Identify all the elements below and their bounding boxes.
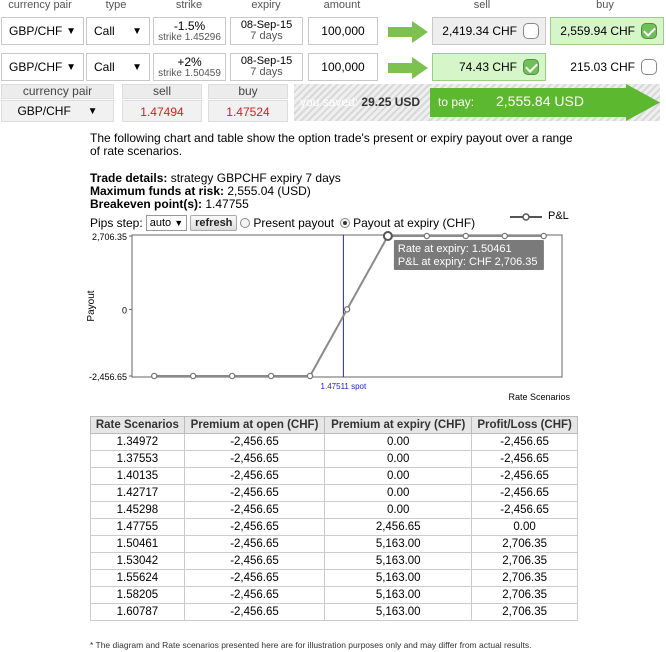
row1-buy-checkbox[interactable] bbox=[641, 23, 657, 39]
table-cell: -2,456.65 bbox=[472, 451, 578, 468]
row2-type-select[interactable] bbox=[86, 53, 150, 81]
header-type: type bbox=[105, 0, 127, 11]
summary-pair-label: currency pair bbox=[1, 84, 114, 99]
table-cell: 2,706.35 bbox=[472, 553, 578, 570]
table-row bbox=[91, 604, 578, 621]
col-premium-expiry: Premium at expiry (CHF) bbox=[325, 417, 472, 434]
funds-at-risk-value: 2,555.04 (USD) bbox=[227, 184, 311, 198]
summary-buy-rate: 1.47524 bbox=[208, 100, 288, 122]
breakeven-label: Breakeven point(s): bbox=[90, 197, 203, 211]
row2-strike-value: strike 1.50459 bbox=[158, 68, 221, 79]
trade-details-value: strategy GBPCHF expiry 7 days bbox=[170, 171, 341, 185]
table-cell: 5,163.00 bbox=[325, 604, 472, 621]
table-row bbox=[91, 519, 578, 536]
table-cell: -2,456.65 bbox=[472, 485, 578, 502]
payout-chart bbox=[80, 228, 580, 413]
data-point bbox=[307, 373, 312, 378]
chevron-down-icon: ▼ bbox=[132, 61, 142, 73]
y-tick-label: -2,456.65 bbox=[88, 372, 127, 382]
scenario-table bbox=[90, 416, 578, 621]
table-cell: 1.55624 bbox=[91, 570, 185, 587]
row1-sell-checkbox[interactable] bbox=[523, 23, 539, 39]
x-axis-label: Rate Scenarios bbox=[508, 392, 570, 402]
table-cell: -2,456.65 bbox=[184, 468, 324, 485]
table-cell: 2,706.35 bbox=[472, 570, 578, 587]
data-point bbox=[230, 373, 235, 378]
table-cell: 1.58205 bbox=[91, 587, 185, 604]
saved-label: you saved: bbox=[300, 95, 359, 109]
header-currency-pair: currency pair bbox=[8, 0, 72, 11]
table-cell: 1.53042 bbox=[91, 553, 185, 570]
table-cell: -2,456.65 bbox=[472, 468, 578, 485]
table-cell: -2,456.65 bbox=[184, 502, 324, 519]
table-cell: 1.37553 bbox=[91, 451, 185, 468]
row1-pair-value: GBP/CHF bbox=[9, 24, 63, 38]
header-buy: buy bbox=[596, 0, 614, 11]
row1-pair-select[interactable] bbox=[1, 17, 84, 45]
tooltip-line2: P&L at expiry: CHF 2,706.35 bbox=[397, 256, 538, 268]
table-cell: 0.00 bbox=[325, 451, 472, 468]
row2-buy-option[interactable] bbox=[550, 53, 664, 81]
table-cell: -2,456.65 bbox=[472, 434, 578, 451]
table-cell: -2,456.65 bbox=[184, 434, 324, 451]
row1-amount-input[interactable]: 100,000 bbox=[308, 17, 378, 45]
y-axis-label: Payout bbox=[86, 290, 97, 322]
present-payout-radio[interactable] bbox=[240, 218, 250, 228]
data-point bbox=[384, 232, 392, 240]
chevron-down-icon: ▼ bbox=[132, 25, 142, 37]
data-point bbox=[541, 233, 546, 238]
table-cell: 0.00 bbox=[325, 434, 472, 451]
chevron-down-icon: ▼ bbox=[87, 105, 98, 117]
table-cell: 0.00 bbox=[325, 502, 472, 519]
row1-expiry-date: 08-Sep-15 bbox=[240, 19, 293, 31]
col-rate-scenarios: Rate Scenarios bbox=[91, 417, 185, 434]
table-cell: 1.34972 bbox=[91, 434, 185, 451]
row1-expiry-field[interactable] bbox=[230, 17, 303, 45]
chevron-down-icon: ▼ bbox=[174, 218, 184, 228]
col-premium-open: Premium at open (CHF) bbox=[184, 417, 324, 434]
table-cell: -2,456.65 bbox=[184, 587, 324, 604]
row2-pair-select[interactable] bbox=[1, 53, 84, 81]
table-cell: -2,456.65 bbox=[184, 553, 324, 570]
summary-pair-select[interactable] bbox=[1, 100, 114, 122]
row1-expiry-days: 7 days bbox=[250, 30, 283, 42]
legend-label: P&L bbox=[548, 210, 569, 222]
row1-buy-option[interactable] bbox=[550, 17, 664, 45]
summary-sell-rate: 1.47494 bbox=[122, 100, 202, 122]
trade-details-label: Trade details: bbox=[90, 171, 168, 185]
table-row bbox=[91, 553, 578, 570]
table-cell: 2,706.35 bbox=[472, 587, 578, 604]
funds-at-risk-label: Maximum funds at risk: bbox=[90, 184, 225, 198]
table-cell: -2,456.65 bbox=[184, 485, 324, 502]
data-point bbox=[191, 373, 196, 378]
table-row bbox=[91, 468, 578, 485]
table-row bbox=[91, 536, 578, 553]
row2-buy-checkbox[interactable] bbox=[641, 59, 657, 75]
row2-expiry-days: 7 days bbox=[250, 66, 283, 78]
row2-sell-price: 74.43 CHF bbox=[458, 60, 517, 74]
row2-buy-price: 215.03 CHF bbox=[570, 60, 635, 74]
header-amount: amount bbox=[323, 0, 361, 11]
table-row bbox=[91, 502, 578, 519]
legend-line-icon bbox=[508, 212, 544, 222]
table-header-row bbox=[91, 417, 578, 434]
table-cell: -2,456.65 bbox=[184, 519, 324, 536]
table-row bbox=[91, 434, 578, 451]
saved-panel bbox=[294, 84, 430, 121]
breakeven-value: 1.47755 bbox=[205, 197, 249, 211]
table-cell: -2,456.65 bbox=[184, 604, 324, 621]
row1-type-select[interactable] bbox=[86, 17, 150, 45]
table-cell: -2,456.65 bbox=[184, 536, 324, 553]
refresh-button[interactable]: refresh bbox=[190, 215, 237, 231]
table-cell: 2,706.35 bbox=[472, 536, 578, 553]
table-cell: 1.60787 bbox=[91, 604, 185, 621]
header-strike: strike bbox=[175, 0, 203, 11]
row1-strike-value: strike 1.45296 bbox=[158, 32, 221, 43]
row1-strike-pct: -1.5% bbox=[173, 19, 206, 33]
data-point bbox=[463, 233, 468, 238]
table-cell: 5,163.00 bbox=[325, 553, 472, 570]
data-point bbox=[502, 233, 507, 238]
row1-arrow-icon bbox=[388, 21, 428, 43]
chevron-down-icon: ▼ bbox=[66, 25, 76, 37]
table-cell: -2,456.65 bbox=[184, 451, 324, 468]
table-row bbox=[91, 451, 578, 468]
y-tick-label: 2,706.35 bbox=[91, 232, 127, 242]
summary-pair-value: GBP/CHF bbox=[17, 104, 71, 118]
row1-strike-field[interactable] bbox=[153, 17, 226, 45]
saved-value: 29.25 USD bbox=[361, 95, 421, 109]
row2-expiry-date: 08-Sep-15 bbox=[240, 55, 293, 67]
table-cell: -2,456.65 bbox=[472, 502, 578, 519]
pips-step-value: auto bbox=[149, 217, 172, 229]
row2-sell-checkbox[interactable] bbox=[523, 59, 539, 75]
data-point bbox=[424, 233, 429, 238]
tooltip-line1: Rate at expiry: 1.50461 bbox=[397, 243, 512, 255]
footnote: * The diagram and Rate scenarios presented here are for illustration purposes only and may differ from actual results. bbox=[90, 640, 532, 650]
table-cell: 1.47755 bbox=[91, 519, 185, 536]
summary-sell-label: sell bbox=[122, 84, 202, 99]
row2-strike-pct: +2% bbox=[177, 55, 202, 69]
table-row bbox=[91, 570, 578, 587]
table-cell: 1.45298 bbox=[91, 502, 185, 519]
row1-sell-price: 2,419.34 CHF bbox=[442, 24, 517, 38]
table-cell: 2,456.65 bbox=[325, 519, 472, 536]
table-cell: 0.00 bbox=[325, 468, 472, 485]
row2-arrow-icon bbox=[388, 57, 428, 79]
chevron-down-icon: ▼ bbox=[66, 61, 76, 73]
pay-label: to pay: bbox=[438, 95, 475, 109]
data-point bbox=[344, 307, 349, 312]
table-cell: 2,706.35 bbox=[472, 604, 578, 621]
pay-button[interactable] bbox=[430, 84, 660, 121]
row1-sell-option[interactable] bbox=[432, 17, 546, 45]
row1-buy-price: 2,559.94 CHF bbox=[560, 24, 635, 38]
y-tick-label: 0 bbox=[121, 305, 127, 316]
table-row bbox=[91, 587, 578, 604]
row1-type-value: Call bbox=[94, 24, 115, 38]
present-payout-label: Present payout bbox=[253, 215, 335, 230]
pips-step-label: Pips step: bbox=[90, 215, 143, 230]
col-profit-loss: Profit/Loss (CHF) bbox=[472, 417, 578, 434]
breakeven bbox=[90, 198, 249, 211]
row2-pair-value: GBP/CHF bbox=[9, 60, 63, 74]
table-cell: 0.00 bbox=[472, 519, 578, 536]
table-cell: 1.42717 bbox=[91, 485, 185, 502]
row2-strike-field[interactable] bbox=[153, 53, 226, 81]
data-point bbox=[268, 373, 273, 378]
header-sell: sell bbox=[473, 0, 491, 11]
row2-sell-option[interactable] bbox=[432, 53, 546, 81]
row2-amount-input[interactable]: 100,000 bbox=[308, 53, 378, 81]
spot-label: 1.47511 spot bbox=[320, 382, 367, 391]
expiry-payout-radio[interactable] bbox=[340, 218, 350, 228]
row2-type-value: Call bbox=[94, 60, 115, 74]
table-cell: 5,163.00 bbox=[325, 587, 472, 604]
table-cell: 1.40135 bbox=[91, 468, 185, 485]
expiry-payout-label: Payout at expiry (CHF) bbox=[353, 215, 476, 230]
table-cell: 5,163.00 bbox=[325, 570, 472, 587]
pay-value: 2,555.84 USD bbox=[496, 93, 584, 109]
summary-buy-label: buy bbox=[208, 84, 288, 99]
row2-expiry-field[interactable] bbox=[230, 53, 303, 81]
data-point bbox=[152, 373, 157, 378]
table-cell: 1.50461 bbox=[91, 536, 185, 553]
table-cell: 5,163.00 bbox=[325, 536, 472, 553]
table-cell: -2,456.65 bbox=[184, 570, 324, 587]
table-row bbox=[91, 485, 578, 502]
header-expiry: expiry bbox=[251, 0, 281, 11]
table-cell: 0.00 bbox=[325, 485, 472, 502]
intro-text: The following chart and table show the option trade's present or expiry payout over a range of rate scenarios. bbox=[90, 131, 573, 158]
